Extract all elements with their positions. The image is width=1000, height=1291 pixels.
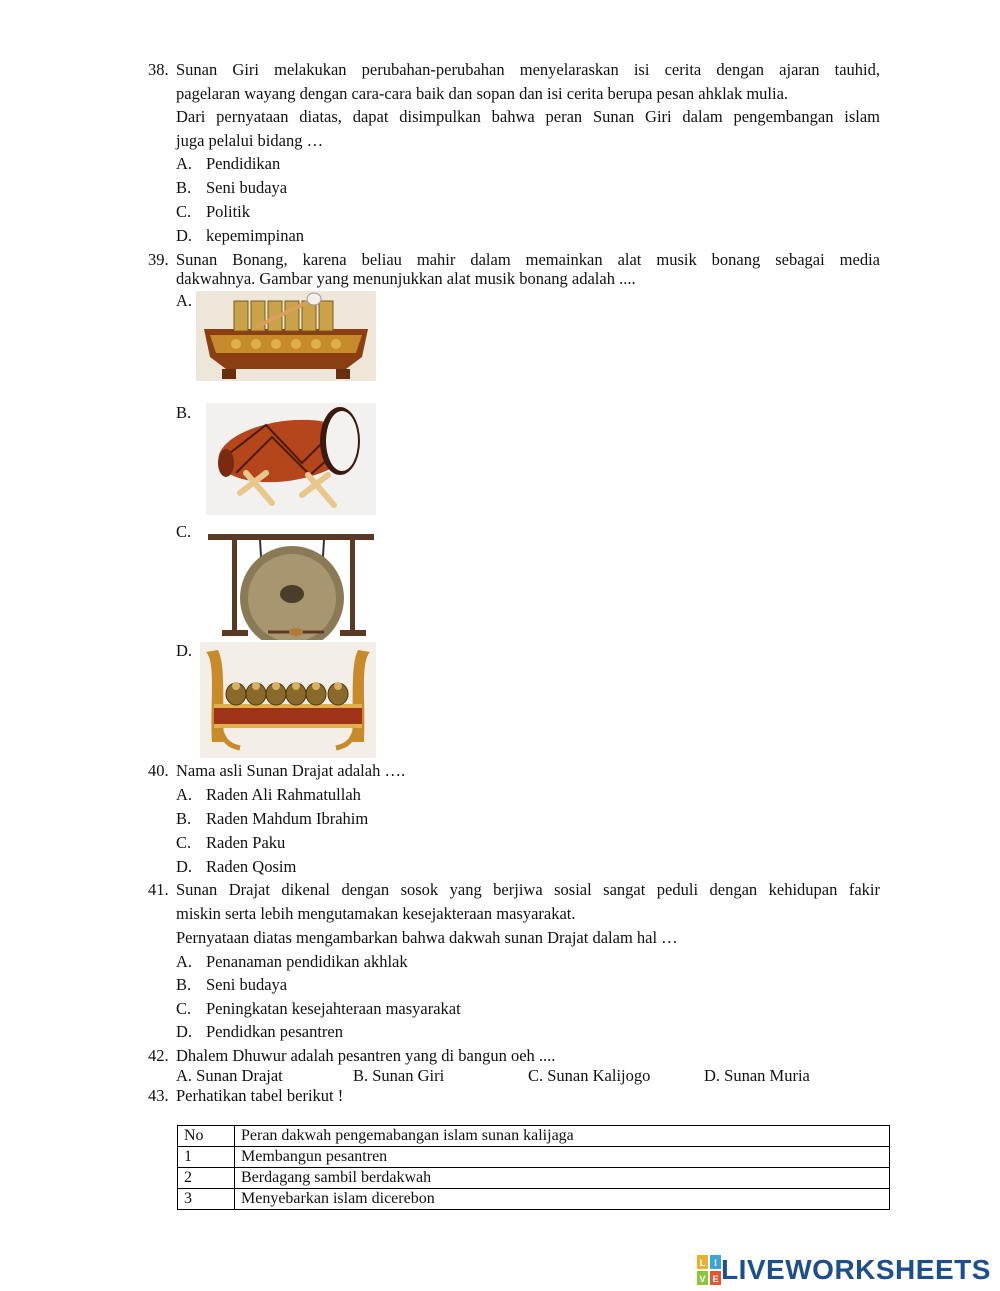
- question-43-number: 43.: [148, 1086, 169, 1105]
- question-42-text: Dhalem Dhuwur adalah pesantren yang di bangun oeh ....: [176, 1046, 556, 1065]
- question-42-option-a[interactable]: A. Sunan Drajat: [176, 1066, 283, 1085]
- question-41-option-c[interactable]: C. Peningkatan kesejahteraan masyarakat: [176, 999, 461, 1018]
- liveworksheets-logo-text: LIVEWORKSHEETS: [721, 1254, 991, 1285]
- question-39-text-line-2: dakwahnya. Gambar yang menunjukkan alat musik bonang adalah ....: [176, 269, 636, 288]
- table-header-row: [178, 1126, 890, 1147]
- gong-image[interactable]: [206, 520, 376, 640]
- svg-text:L: L: [699, 1258, 706, 1268]
- question-41-text-line-2: miskin serta lebih mengutamakan kesejakteraan masyarakat.: [176, 904, 576, 923]
- question-42-option-b[interactable]: B. Sunan Giri: [353, 1066, 445, 1085]
- question-40-number: 40.: [148, 761, 169, 780]
- dakwah-table: [177, 1125, 890, 1210]
- question-40-option-c[interactable]: C. Raden Paku: [176, 833, 286, 852]
- table-cell-role: Menyebarkan islam dicerebon: [235, 1189, 890, 1210]
- question-38-text-line-1: Sunan Giri melakukan perubahan-perubahan menyelaraskan isi cerita dengan ajaran tauhid,: [176, 60, 880, 79]
- kendang-drum-image[interactable]: [206, 403, 376, 515]
- table-cell-role: Membangun pesantren: [235, 1147, 890, 1168]
- liveworksheets-logo[interactable]: [697, 1254, 991, 1286]
- question-40-option-b[interactable]: B. Raden Mahdum Ibrahim: [176, 809, 369, 828]
- question-41-option-a[interactable]: A. Penanaman pendidikan akhlak: [176, 952, 408, 971]
- liveworksheets-logo-icon: [697, 1255, 721, 1285]
- question-41-number: 41.: [148, 880, 169, 899]
- bonang-instrument-image[interactable]: [200, 642, 376, 758]
- question-38-option-a[interactable]: A. Pendidikan: [176, 154, 281, 173]
- table-header-no: No: [178, 1126, 235, 1147]
- table-header-role: Peran dakwah pengemabangan islam sunan kalijaga: [235, 1126, 890, 1147]
- question-42-number: 42.: [148, 1046, 169, 1065]
- question-38-text-line-3: Dari pernyataan diatas, dapat disimpulkan bahwa peran Sunan Giri dalam pengembangan islam: [176, 107, 880, 126]
- question-38-text-line-2: pagelaran wayang dengan cara-cara baik dan sopan dan isi cerita berupa pesan ahklak mulia.: [176, 84, 789, 103]
- svg-text:E: E: [712, 1274, 719, 1284]
- question-38-option-b[interactable]: B. Seni budaya: [176, 178, 288, 197]
- question-41-option-b[interactable]: B. Seni budaya: [176, 975, 288, 994]
- saron-instrument-image[interactable]: [196, 291, 376, 381]
- question-38-option-d[interactable]: D. kepemimpinan: [176, 226, 305, 245]
- question-38-text-line-4: juga pelalui bidang …: [176, 131, 324, 150]
- table-row: [178, 1147, 890, 1168]
- question-41-text-line-1: Sunan Drajat dikenal dengan sosok yang berjiwa sosial sangat peduli dengan kehidupan fakir: [176, 880, 880, 899]
- question-41-option-d[interactable]: D. Pendidkan pesantren: [176, 1022, 344, 1041]
- table-row: [178, 1189, 890, 1210]
- question-43-text: Perhatikan tabel berikut !: [176, 1086, 344, 1105]
- question-39-option-b-label[interactable]: B.: [176, 403, 192, 422]
- question-38-option-c[interactable]: C. Politik: [176, 202, 251, 221]
- question-39-number: 39.: [148, 250, 169, 269]
- table-cell-no: 2: [178, 1168, 235, 1189]
- svg-text:I: I: [714, 1258, 717, 1268]
- table-row: [178, 1168, 890, 1189]
- question-42-option-d[interactable]: D. Sunan Muria: [704, 1066, 810, 1085]
- table-cell-role: Berdagang sambil berdakwah: [235, 1168, 890, 1189]
- table-cell-no: 1: [178, 1147, 235, 1168]
- question-39-option-c-label[interactable]: C.: [176, 522, 192, 541]
- svg-text:V: V: [699, 1274, 706, 1284]
- question-40-text: Nama asli Sunan Drajat adalah ….: [176, 761, 406, 780]
- question-39-option-a-label[interactable]: A.: [176, 291, 193, 310]
- question-39-text-line-1: Sunan Bonang, karena beliau mahir dalam memainkan alat musik bonang sebagai media: [176, 250, 880, 269]
- table-cell-no: 3: [178, 1189, 235, 1210]
- question-38-number: 38.: [148, 60, 169, 79]
- question-40-option-a[interactable]: A. Raden Ali Rahmatullah: [176, 785, 361, 804]
- question-42-option-c[interactable]: C. Sunan Kalijogo: [528, 1066, 651, 1085]
- question-39-option-d-label[interactable]: D.: [176, 641, 193, 660]
- question-41-text-line-3: Pernyataan diatas mengambarkan bahwa dakwah sunan Drajat dalam hal …: [176, 928, 678, 947]
- question-40-option-d[interactable]: D. Raden Qosim: [176, 857, 297, 876]
